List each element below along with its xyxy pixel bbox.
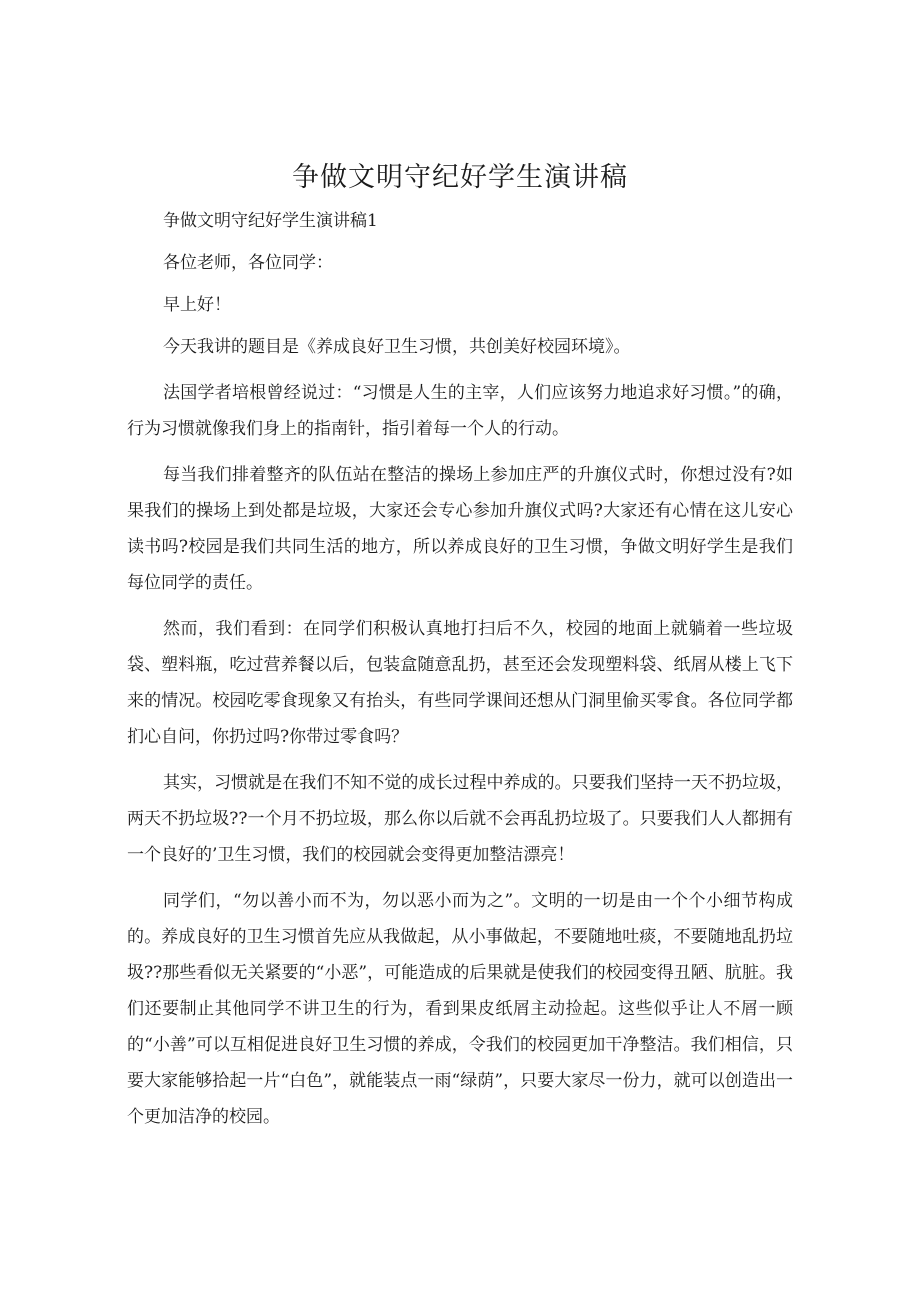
- paragraph-habit-quote: 法国学者培根曾经说过：“习惯是人生的主宰，人们应该努力地追求好习惯。”的确，行为习惯就像我们身上的指南针，指引着每一个人的行动。: [127, 383, 793, 439]
- paragraph-call-to-action: 同学们，“勿以善小而不为，勿以恶小而为之”。文明的一切是由一个个小细节构成的。养成良好的卫生习惯首先应从我做起，从小事做起，不要随地吐痰，不要随地乱扔垃圾??那些看似无关紧要的“小恶”，可能造成的后果就是使我们的校园变得丑陋、肮脏。我们还要制止其他同学不讲卫生的行为，看到果皮纸屑主动捡起。这些似乎让人不屑一顾的“小善”可以互相促进良好卫生习惯的养成，令我们的校园更加干净整洁。我们相信，只要大家能够拾起一片“白色”，就能装点一雨“绿荫”，只要大家尽一份力，就可以创造出一个更加洁净的校园。: [127, 891, 793, 1127]
- paragraph-flag-ceremony: 每当我们排着整齐的队伍站在整洁的操场上参加庄严的升旗仪式时，你想过没有?如果我们的操场上到处都是垃圾，大家还会专心参加升旗仪式吗?大家还有心情在这儿安心读书吗?校园是我们共同生活的地方，所以养成良好的卫生习惯，争做文明好学生是我们每位同学的责任。: [127, 465, 793, 593]
- speech-topic: 今天我讲的题目是《养成良好卫生习惯，共创美好校园环境》。: [163, 337, 631, 357]
- greeting: 各位老师，各位同学：: [163, 253, 333, 273]
- paragraph-litter-problem: 然而，我们看到：在同学们积极认真地打扫后不久，校园的地面上就躺着一些垃圾袋、塑料瓶，吃过营养餐以后，包装盒随意乱扔，甚至还会发现塑料袋、纸屑从楼上飞下来的情况。校园吃零食现象又有抬头，有些同学课间还想从门洞里偷买零食。各位同学都扪心自问，你扔过吗?你带过零食吗？: [127, 619, 793, 747]
- morning-greeting: 早上好！: [163, 295, 231, 315]
- speech-subtitle: 争做文明守纪好学生演讲稿1: [163, 211, 378, 231]
- document-body: [127, 203, 793, 1145]
- document-title: 争做文明守纪好学生演讲稿: [292, 162, 628, 193]
- paragraph-habit-formation: 其实，习惯就是在我们不知不觉的成长过程中养成的。只要我们坚持一天不扔垃圾，两天不扔垃圾??一个月不扔垃圾，那么你以后就不会再乱扔垃圾了。只要我们人人都拥有一个良好的’卫生习惯，我们的校园就会变得更加整洁漂亮！: [127, 773, 793, 865]
